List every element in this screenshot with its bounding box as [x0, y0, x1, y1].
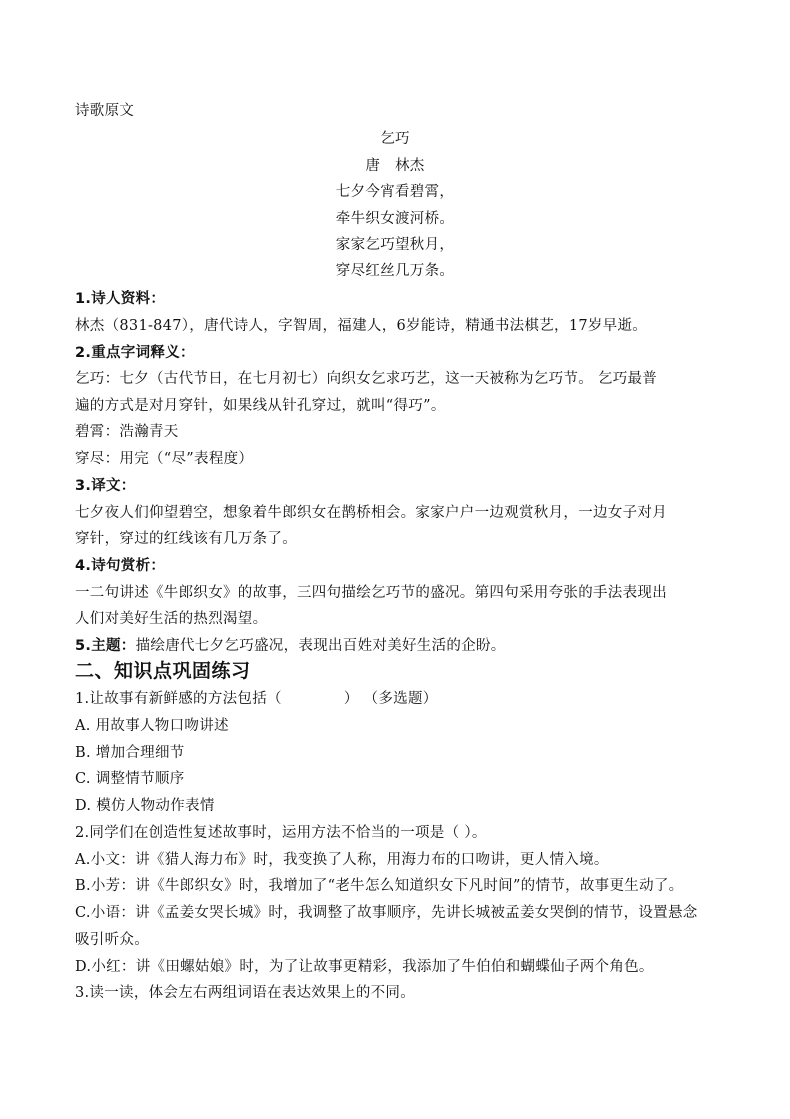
option-item: C. 调整情节顺序 [75, 771, 185, 787]
option-item: B. 增加合理细节 [75, 745, 185, 761]
poem-line: 穿尽红丝几万条。 [335, 263, 455, 279]
question-2: 2.同学们在创造性复述故事时，运用方法不恰当的一项是（ ）。 [75, 825, 487, 841]
theme-row [75, 637, 725, 655]
words-text: 遍的方式是对月穿针，如果线从针孔穿过，就叫“得巧”。 [75, 398, 446, 414]
poet-heading: 1.诗人资料： [75, 291, 166, 307]
option-item: 吸引听众。 [75, 932, 149, 948]
translation-text: 七夕夜人们仰望碧空，想象着牛郎织女在鹊桥相会。家家户户一边观赏秋月，一边女子对月 [75, 505, 667, 521]
option-item: D.小红：讲《田螺姑娘》时，为了让故事更精彩，我添加了牛伯伯和蝴蝶仙子两个角色。 [75, 959, 654, 975]
poem-line: 牵牛织女渡河桥。 [335, 211, 455, 227]
option-item: D. 模仿人物动作表情 [75, 798, 215, 814]
option-item: C.小语：讲《孟姜女哭长城》时，我调整了故事顺序，先讲长城被孟姜女哭倒的情节，设置悬念 [75, 905, 698, 921]
option-item: A. 用故事人物口吻讲述 [75, 718, 229, 734]
poem-line: 七夕今宵看碧霄， [335, 184, 455, 200]
appreciation-text: 人们对美好生活的热烈渴望。 [75, 611, 268, 627]
theme-heading: 5.主题： [75, 638, 136, 654]
appreciation-heading: 4.诗句赏析： [75, 558, 166, 574]
practice-heading: 二、知识点巩固练习 [75, 660, 251, 682]
translation-text: 穿针，穿过的红线该有几万条了。 [75, 531, 297, 547]
translation-heading: 3.译文： [75, 478, 136, 494]
words-heading: 2.重点字词释义： [75, 345, 195, 361]
poem-section-label: 诗歌原文 [75, 103, 135, 119]
appreciation-text: 一二句讲述《牛郎织女》的故事，三四句描绘乞巧节的盛况。第四句采用夸张的手法表现出 [75, 585, 667, 601]
words-text: 乞巧：七夕（古代节日，在七月初七）向织女乞求巧艺，这一天被称为乞巧节。 乞巧最普 [75, 371, 658, 387]
question-1: 1.让故事有新鲜感的方法包括（ ） （多选题） [75, 691, 438, 707]
poem-author: 唐 林杰 [365, 158, 425, 174]
question-3: 3.读一读，体会左右两组词语在表达效果上的不同。 [75, 985, 416, 1001]
words-text: 穿尽：用完（“尽”表程度） [75, 451, 254, 467]
option-item: B.小芳：讲《牛郎织女》时，我增加了“老牛怎么知道织女下凡时间”的情节，故事更生动了。 [75, 878, 684, 894]
poem-line: 家家乞巧望秋月， [335, 237, 455, 253]
words-text: 碧霄：浩瀚青天 [75, 424, 179, 440]
poet-text: 林杰（831-847），唐代诗人，字智周，福建人，6岁能诗，精通书法棋艺，17岁早逝。 [75, 318, 648, 334]
poem-title: 乞巧 [380, 131, 410, 147]
option-item: A.小文：讲《猎人海力布》时，我变换了人称，用海力布的口吻讲，更人情入境。 [75, 852, 609, 868]
theme-text: 描绘唐代七夕乞巧盛况，表现出百姓对美好生活的企盼。 [135, 638, 506, 654]
